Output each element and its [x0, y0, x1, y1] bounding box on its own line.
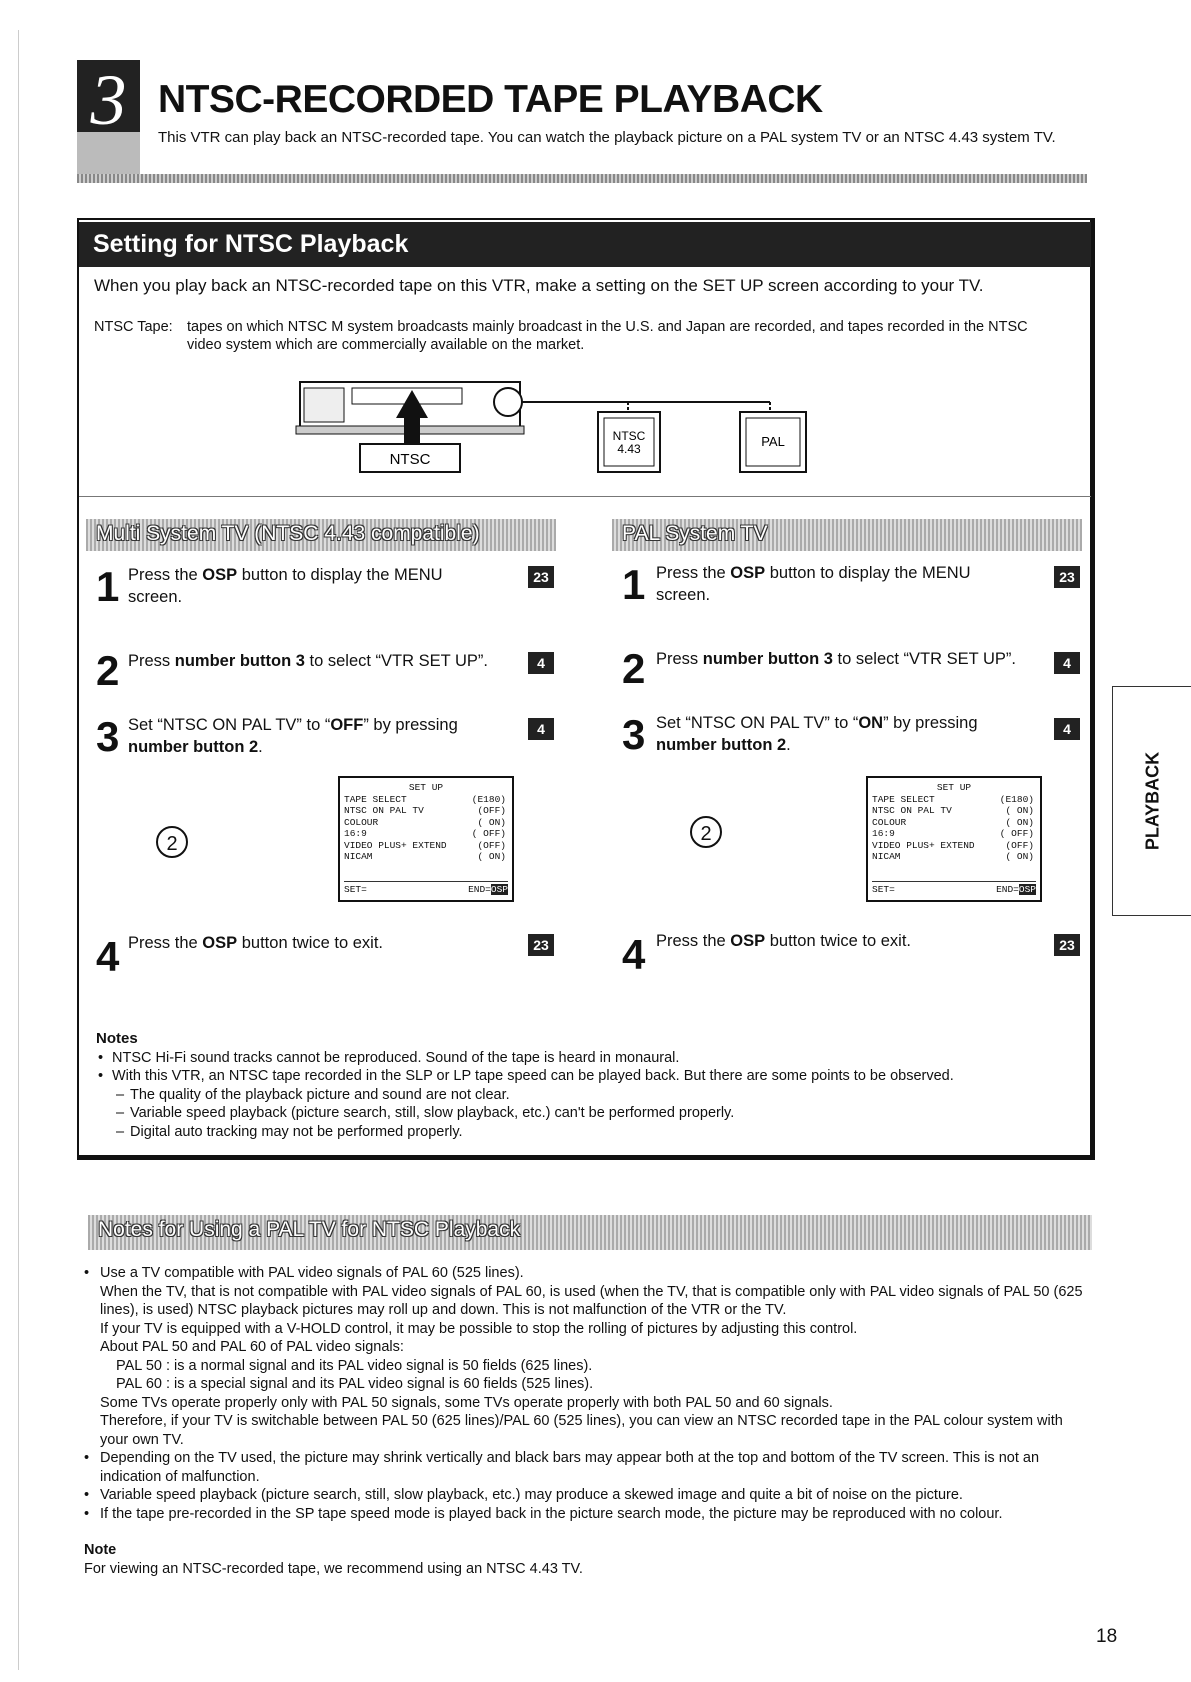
pal-step4-number: 4	[622, 931, 646, 978]
section-tab	[1112, 686, 1191, 916]
pal-note-item: • Use a TV compatible with PAL video signals of PAL 60 (525 lines).	[84, 1264, 1094, 1283]
pal-note-item: • Depending on the TV used, the picture may shrink vertically and black bars may appear both at the top and bottom of the TV screen. This is not an indication of malfunction.	[84, 1449, 1094, 1486]
multi-step4-page-ref: 23	[528, 934, 554, 956]
cassette-icon	[360, 444, 460, 472]
connection-diagram	[290, 378, 850, 478]
multi-step3-page-ref: 4	[528, 718, 554, 740]
note-text: For viewing an NTSC-recorded tape, we recommend using an NTSC 4.43 TV.	[84, 1560, 583, 1577]
multi-step3-number: 3	[96, 713, 120, 760]
ntsc-tv-icon	[598, 412, 660, 472]
pal-tv-icon	[740, 412, 806, 472]
pal-note-item: • If the tape pre-recorded in the SP tape speed mode is played back in the picture search mode, the picture may be reproduced with no colour.	[84, 1505, 1094, 1524]
svg-text:PAL: PAL	[761, 434, 785, 449]
pal-tv-notes-header	[88, 1215, 1092, 1250]
pal-system-header	[612, 519, 1082, 551]
ntsc-tape-text: tapes on which NTSC M system broadcasts mainly broadcast in the U.S. and Japan are recorded, and tapes recorded in the NTSC video system which are commercially available on the market.	[187, 319, 1028, 353]
pal-system-header-text: PAL System TV	[622, 522, 768, 545]
note-heading: Note	[84, 1542, 117, 1558]
multi-system-header-text: Multi System TV (NTSC 4.43 compatible)	[96, 522, 480, 545]
note-subitem: – Digital auto tracking may not be performed properly.	[130, 1123, 1076, 1142]
pal-step1-number: 1	[622, 561, 646, 608]
multi-step4-text: Press the OSP button twice to exit.	[128, 934, 383, 952]
pal-note-text: When the TV, that is not compatible with PAL video signals of PAL 60, is used (when the TV, that is compatible only with PAL video signals of PAL 50 (625 lines), is used) NTSC playback pictures may roll up and down. This is not malfunction of the VTR or the TV.	[100, 1283, 1083, 1318]
setting-intro: When you play back an NTSC-recorded tape on this VTR, make a setting on the SET UP screen according to your TV.	[94, 276, 984, 295]
pal-step4-page-ref: 23	[1054, 934, 1080, 956]
pal-tv-notes-body	[84, 1264, 1094, 1578]
pal-note-text: Some TVs operate properly only with PAL 50 signals, some TVs operate properly with both PAL 50 and 60 signals.	[100, 1394, 833, 1411]
multi-system-header	[86, 519, 556, 551]
pal-note-text: About PAL 50 and PAL 60 of PAL video signals:	[100, 1339, 404, 1355]
ntsc-tape-label: NTSC Tape:	[94, 319, 173, 335]
page-intro: This VTR can play back an NTSC-recorded tape. You can watch the playback picture on a PAL system TV or an NTSC 4.43 system TV.	[158, 129, 1056, 146]
number-button-icon: 2	[156, 826, 188, 858]
multi-step3-text: Set “NTSC ON PAL TV” to “OFF” by pressing number button 2.	[128, 716, 458, 756]
pal-step3-text: Set “NTSC ON PAL TV” to “ON” by pressing number button 2.	[656, 714, 978, 754]
pal-note-text: If your TV is equipped with a V-HOLD control, it may be possible to stop the rolling of pictures by adjusting this control.	[100, 1320, 858, 1337]
multi-step1-text: Press the OSP button to display the MENU screen.	[128, 566, 443, 606]
pal-note-text: PAL 50 : is a normal signal and its PAL video signal is 50 fields (625 lines).	[116, 1357, 593, 1374]
multi-step2-number: 2	[96, 647, 120, 694]
pal-tv-notes-header-text: Notes for Using a PAL TV for NTSC Playback	[98, 1218, 521, 1241]
notes-section	[96, 1030, 1076, 1141]
tape-label: NTSC	[389, 451, 431, 468]
setting-header	[79, 222, 1091, 267]
margin-line	[18, 30, 19, 1670]
pal-step1-text: Press the OSP button to display the MENU screen.	[656, 564, 971, 604]
svg-text:NTSC: NTSC	[612, 429, 646, 443]
pal-step3-page-ref: 4	[1054, 718, 1080, 740]
chapter-badge	[77, 60, 140, 180]
pal-step3-number: 3	[622, 711, 646, 758]
section-tab-label: PLAYBACK	[1142, 751, 1163, 851]
pal-step2-number: 2	[622, 645, 646, 692]
ntsc-tape-definition	[94, 318, 1054, 353]
title-rule	[77, 174, 1087, 183]
multi-step1-number: 1	[96, 563, 120, 610]
pal-note-text: PAL 60 : is a special signal and its PAL video signal is 60 fields (525 lines).	[116, 1376, 594, 1392]
setting-header-text: Setting for NTSC Playback	[93, 230, 409, 258]
page-title: NTSC-RECORDED TAPE PLAYBACK	[158, 78, 823, 121]
multi-step2-text: Press number button 3 to select “VTR SET UP”.	[128, 652, 488, 670]
divider	[79, 496, 1091, 497]
multi-step1-page-ref: 23	[528, 566, 554, 588]
chapter-number: 3	[90, 60, 127, 140]
multi-step2-page-ref: 4	[528, 652, 554, 674]
multi-step4-number: 4	[96, 933, 120, 980]
pal-step1-page-ref: 23	[1054, 566, 1080, 588]
note-item: • With this VTR, an NTSC tape recorded in the SLP or LP tape speed can be played back. But there are some points to be observed.	[112, 1067, 1076, 1086]
number-button-icon: 2	[690, 816, 722, 848]
note-subitem: – Variable speed playback (picture search, still, slow playback, etc.) can't be performed properly.	[130, 1104, 1076, 1123]
pal-step4-text: Press the OSP button twice to exit.	[656, 932, 911, 950]
pal-note-item: • Variable speed playback (picture search, still, slow playback, etc.) may produce a skewed image and quite a bit of noise on the picture.	[84, 1486, 1094, 1505]
svg-text:4.43: 4.43	[617, 442, 641, 456]
setting-box	[77, 218, 1095, 1160]
setup-screen-multi: SET UP TAPE SELECT (E180) NTSC ON PAL TV (OFF) COLOUR ( ON) 16:9 ( OFF) VIDEO PLUS+ EXTEND (OFF) NICAM ( ON) SET= END=OSP	[338, 776, 514, 902]
note-subitem: – The quality of the playback picture and sound are not clear.	[130, 1086, 1076, 1105]
setup-screen-pal: SET UP TAPE SELECT (E180) NTSC ON PAL TV ( ON) COLOUR ( ON) 16:9 ( OFF) VIDEO PLUS+ EXTEND (OFF) NICAM ( ON) SET= END=OSP	[866, 776, 1042, 902]
page-number: 18	[1096, 1626, 1118, 1647]
notes-heading: Notes	[96, 1030, 138, 1047]
pal-step2-page-ref: 4	[1054, 652, 1080, 674]
pal-note-text: Therefore, if your TV is switchable between PAL 50 (625 lines)/PAL 60 (525 lines), you can view an NTSC recorded tape in the PAL colour system with your own TV.	[100, 1413, 1063, 1448]
note-item: • NTSC Hi-Fi sound tracks cannot be reproduced. Sound of the tape is heard in monaural.	[112, 1049, 1076, 1068]
pal-step2-text: Press number button 3 to select “VTR SET UP”.	[656, 650, 1016, 668]
